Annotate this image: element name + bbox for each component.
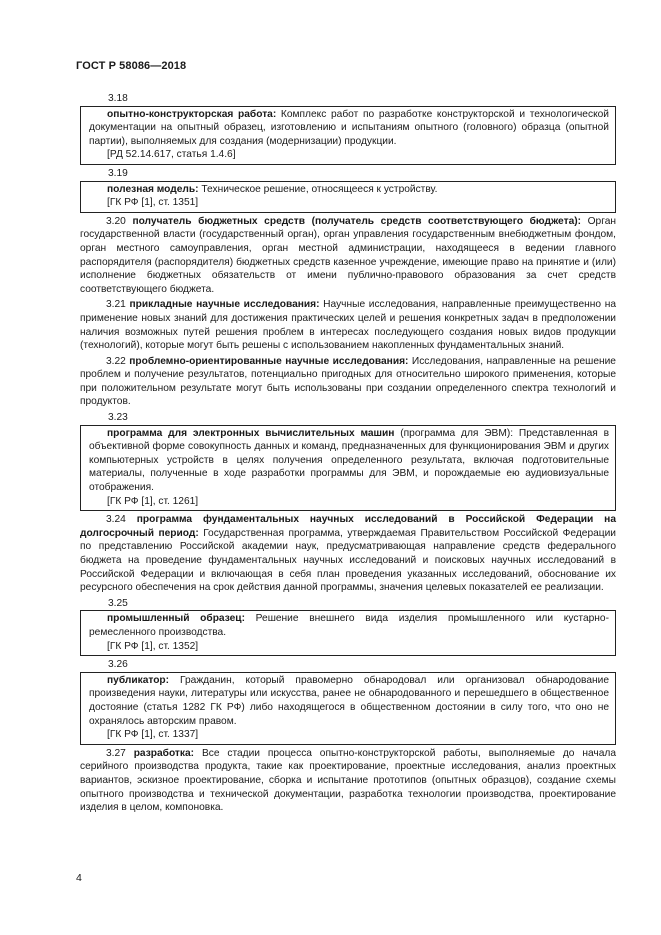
entry-box-3-19 — [80, 181, 616, 213]
entry-number: 3.19 — [108, 167, 128, 179]
entry-term: публикатор: — [107, 674, 170, 686]
entry-text: Решение внешнего вида изделия промышленного или кустарно-ремесленного производства. — [89, 613, 609, 638]
entry-3-24 — [80, 513, 616, 595]
entry-source: [ГК РФ [1], ст. 1261] — [107, 495, 199, 507]
entry-source: [РД 52.14.617, статья 1.4.6] — [107, 149, 236, 161]
entry-definition — [89, 108, 609, 149]
entry-box-3-23 — [80, 425, 616, 512]
entry-number: 3.24 — [106, 514, 126, 526]
entry-text: Научные исследования, направленные преимущественно на применение новых знаний для достижения практических целей и решения конкретных задач в предположении наличия возможных путей решения проблем в интересах последующего создания новых видов продукции (технологий), которые могут быть решены с использованием накопленных фундаментальных знаний. — [80, 299, 616, 352]
page-number: 4 — [76, 872, 82, 884]
entry-box-3-26 — [80, 672, 616, 745]
entry-term: получатель бюджетных средств (получатель средств соответствующего бюджета): — [132, 215, 582, 227]
entry-3-27 — [80, 747, 616, 815]
entry-definition — [89, 612, 609, 639]
entry-number: 3.27 — [106, 747, 126, 759]
entry-definition — [89, 674, 609, 728]
entry-term: программа для электронных вычислительных машин — [107, 427, 395, 439]
entry-text: Техническое решение, относящееся к устройству. — [198, 183, 438, 195]
entry-term: опытно-конструкторская работа: — [107, 108, 277, 120]
entry-3-21 — [80, 298, 616, 352]
entry-definition — [89, 427, 609, 495]
entry-term: прикладные научные исследования: — [129, 299, 320, 311]
entry-text: Комплекс работ по разработке конструкторской и технологической документации на опытный образец, изготовлению и испытаниям опытного (головного) образца (опытной партии), выполняемых для создания (модернизации) продукции. — [89, 108, 609, 147]
entry-text: Исследования, направленные на решение проблем и получение результатов, потенциально пригодных для относительно широкого применения, которые при положительном результате могут быть использованы при создании определенного спектра технологий и продуктов. — [80, 355, 616, 408]
entry-text: Государственная программа, утверждаемая Правительством Российской Федерации по представлению Российской академии наук, предусматривающая направление средств федерального бюджета на проведение фундаментальных научных исследований и поисковых научных исследований в Российской Федерации и включающая в себя план проведения указанных исследований, обоснование их ресурсного обеспечения на срок действия данной программы, значения целевых показателей ее реализации. — [80, 527, 616, 594]
entry-number: 3.26 — [108, 659, 128, 671]
entry-number: 3.20 — [106, 215, 126, 227]
entry-term: проблемно-ориентированные научные исследования: — [129, 355, 409, 367]
entry-number: 3.25 — [108, 597, 128, 609]
entry-source: [ГК РФ [1], ст. 1337] — [107, 729, 199, 741]
entry-text: (программа для ЭВМ): Представленная в объективной форме совокупность данных и команд, предназначенных для функционирования ЭВМ и других компьютерных устройств в целях получения определенного результата, включая подготовительные материалы, полученные в ходе разработки программы для ЭВМ, и порождаемые ею аудиовизуальные отображения. — [89, 427, 609, 494]
document-body — [80, 92, 616, 817]
entry-source: [ГК РФ [1], ст. 1352] — [107, 640, 199, 652]
entry-3-20 — [80, 215, 616, 297]
entry-box-3-18 — [80, 106, 616, 165]
entry-3-22 — [80, 355, 616, 409]
entry-definition — [89, 183, 609, 197]
page-header: ГОСТ Р 58086—2018 — [76, 60, 187, 72]
entry-term: полезная модель: — [107, 183, 199, 195]
entry-source: [ГК РФ [1], ст. 1351] — [107, 197, 199, 209]
entry-text: Гражданин, который правомерно обнародовал или организовал обнародование произведения науки, литературы или искусства, ранее не обнародованного и перешедшего в общественное достояние (статья 1282 ГК РФ) либо находящегося в общественном достоянии в силу того, что оно не охранялось авторским правом. — [89, 674, 609, 727]
entry-number: 3.23 — [108, 412, 128, 424]
entry-text: Орган государственной власти (государственный орган), орган управления государственным внебюджетным фондом, орган местного самоуправления, орган местной администрации, находящееся в ведении главного распорядителя (распорядителя) бюджетных средств казенное учреждение, имеющие право на принятие и (или) исполнение бюджетных обязательств от имени публично-правового образования за счет средств соответствующего бюджета. — [80, 215, 616, 295]
entry-term: промышленный образец: — [107, 613, 245, 625]
entry-number: 3.22 — [106, 355, 126, 367]
entry-text: Все стадии процесса опытно-конструкторской работы, выполняемые до начала серийного производства продукта, такие как проектирование, проектные исследования, анализ проектных вариантов, эскизное проектирование, сборка и испытание прототипов (опытных образцов), создание схемы опытного производства и технической документации, разработка технологии производства, проектирование изделия в целом, компоновка. — [80, 747, 616, 814]
entry-number: 3.21 — [106, 299, 126, 311]
entry-number: 3.18 — [108, 93, 128, 104]
entry-term: программа фундаментальных научных исследований в Российской Федерации на долгосрочный период: — [80, 514, 616, 539]
entry-box-3-25 — [80, 610, 616, 656]
entry-term: разработка: — [133, 747, 195, 759]
